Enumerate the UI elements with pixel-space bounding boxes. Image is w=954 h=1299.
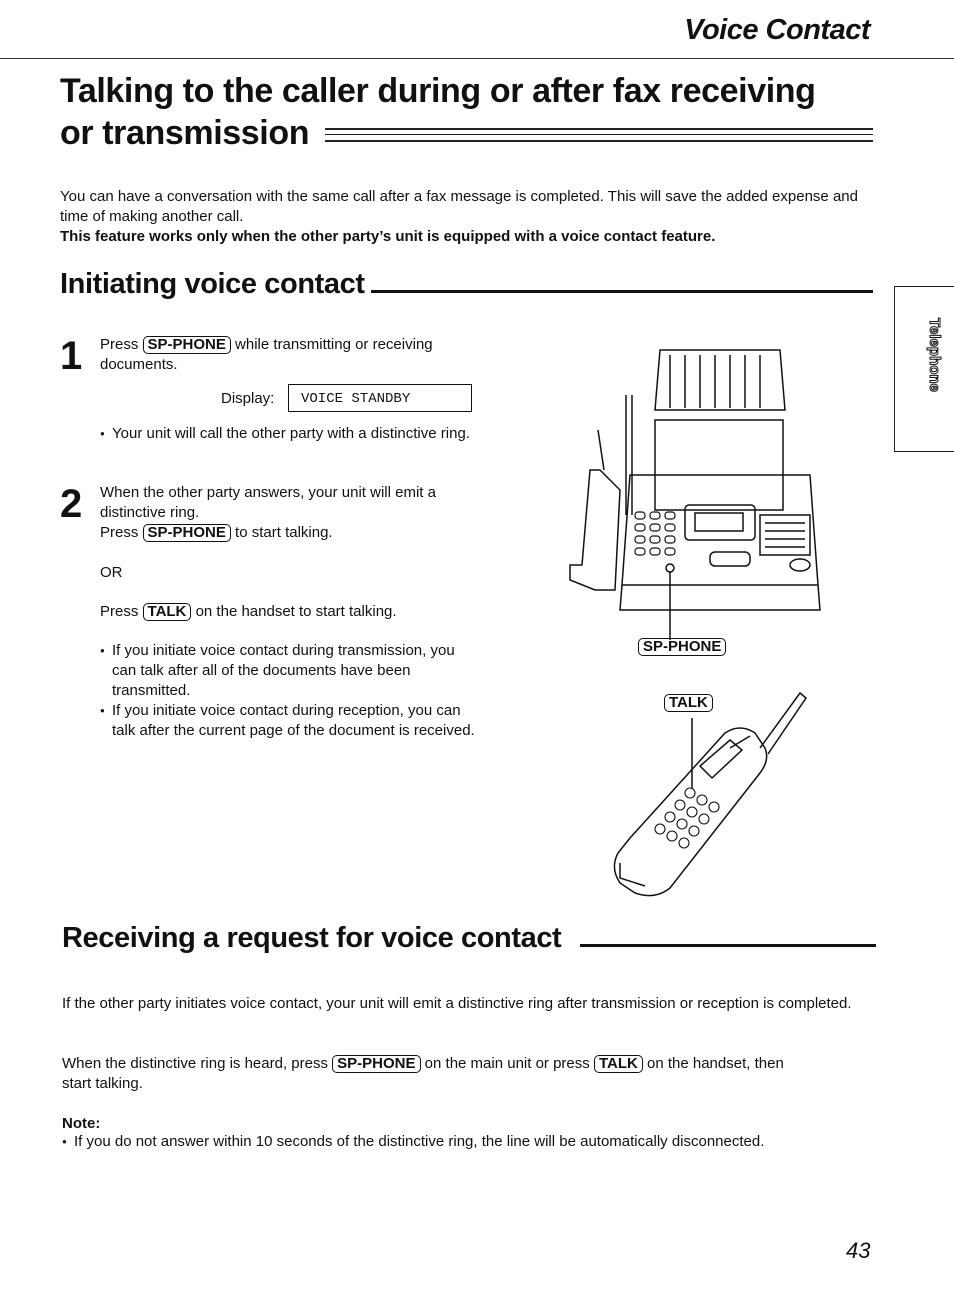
title-rule [325,128,873,142]
step1-line2: documents. [100,356,178,373]
step2-bullets [100,641,480,741]
step1-text [100,335,480,375]
lcd-display: VOICE STANDBY [288,384,472,412]
page-title-line1: Talking to the caller during or after fax receiving [60,72,816,110]
section-header: Voice Contact [684,14,870,46]
step2-press2: Press [100,603,139,620]
receiving-paragraph-1: If the other party initiates voice contact, your unit will emit a distinctive ring after transmission or reception is completed. [62,995,852,1012]
header-rule [0,58,954,59]
page-number: 43 [846,1238,871,1263]
list-item: ● If you initiate voice contact during transmission, you can talk after all of the documents have been transmitted. [100,641,480,701]
para2-part-b: on the main unit or press [424,1055,590,1072]
sp-phone-key: SP-PHONE [332,1055,420,1073]
step1-rest: while transmitting or receiving [235,336,433,353]
fax-machine-illustration [560,340,890,670]
para2-part-a: When the distinctive ring is heard, press [62,1055,328,1072]
chapter-tab-label: Telephone [926,318,943,392]
feature-requirement: This feature works only when the other party’s unit is equipped with a voice contact feature. [60,228,716,245]
step1-bullets [100,424,478,444]
talk-key: TALK [143,603,192,621]
step2-rest2: on the handset to start talking. [195,603,397,620]
step2-text [100,483,490,543]
list-item: ● If you initiate voice contact during reception, you can talk after the current page of the document is received. [100,701,480,741]
step2-rest: to start talking. [235,524,333,541]
talk-callout [664,694,713,712]
receiving-paragraph-2 [62,1054,872,1094]
or-label: OR [100,564,123,581]
step-number-2: 2 [60,482,83,526]
sp-phone-key: SP-PHONE [143,524,231,542]
para2-part-d: start talking. [62,1075,143,1092]
step2-alt [100,602,397,622]
sp-phone-key: SP-PHONE [143,336,231,354]
step1-press: Press [100,336,139,353]
section-rule [580,944,876,947]
section-heading-receiving: Receiving a request for voice contact [62,922,562,954]
list-item: ● Your unit will call the other party with a distinctive ring. [100,424,478,444]
talk-key: TALK [594,1055,643,1073]
step-number-1: 1 [60,334,83,378]
note-list [62,1132,872,1152]
sp-phone-callout [638,638,726,656]
talk-key: TALK [664,694,713,712]
para2-part-c: on the handset, then [647,1055,784,1072]
sp-phone-key: SP-PHONE [638,638,726,656]
section-rule [371,290,873,293]
page-title-line2: or transmission [60,114,310,152]
list-item: ● If you do not answer within 10 seconds of the distinctive ring, the line will be automatically disconnected. [62,1132,872,1152]
note-label: Note: [62,1115,101,1132]
handset-illustration [600,688,830,903]
step2-line2: distinctive ring. [100,504,200,521]
intro-paragraph: You can have a conversation with the same call after a fax message is completed. This will save the added expense and time of making another call. [60,188,858,225]
display-label: Display: [221,390,275,407]
step2-line1: When the other party answers, your unit will emit a [100,484,436,501]
step2-press: Press [100,524,139,541]
section-heading-initiating: Initiating voice contact [60,268,365,300]
